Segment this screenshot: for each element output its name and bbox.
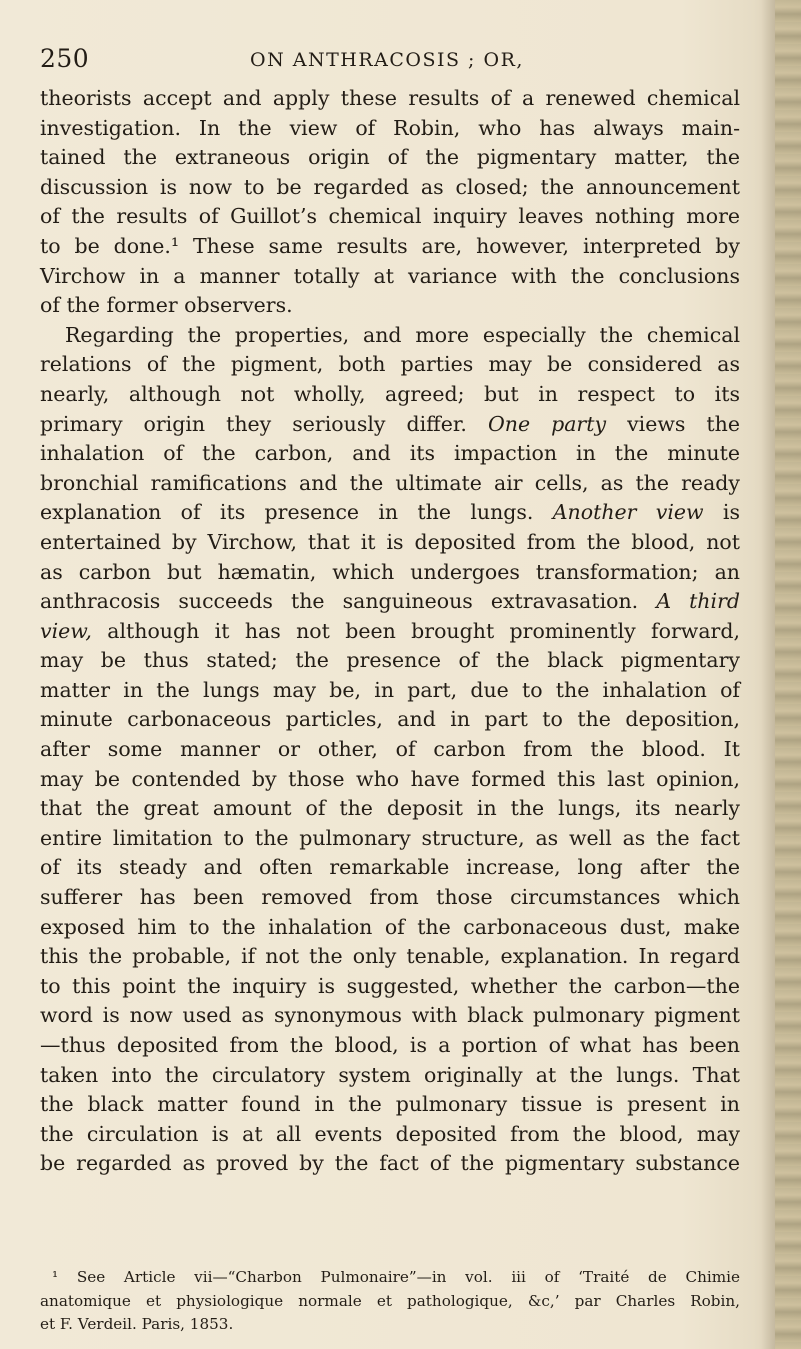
text-line: the circulation is at all events deposited from the blood, may (40, 1121, 740, 1146)
footnotes (40, 1266, 740, 1337)
text-line: explanation of its presence in the lungs. Another view is (40, 500, 740, 525)
text-line: Virchow in a manner totally at variance with the conclusions (40, 263, 740, 288)
text-line: discussion is now to be regarded as closed; the announcement (40, 174, 740, 199)
footnote-line: anatomique et physiologique normale et pathologique, &c,’ par Charles Robin, (40, 1291, 740, 1310)
text-line: to this point the inquiry is suggested, whether the carbon—the (40, 973, 740, 998)
text-line: the black matter found in the pulmonary tissue is present in (40, 1092, 740, 1117)
text-line: —thus deposited from the blood, is a portion of what has been (40, 1033, 740, 1057)
text-line: may be thus stated; the presence of the black pigmentary (40, 648, 740, 673)
text-line: bronchial ramifications and the ultimate air cells, as the ready (40, 470, 740, 495)
italic-phrase: Another view (552, 500, 704, 525)
binding-shadow (761, 0, 775, 1349)
text-line: taken into the circulatory system originally at the lungs. That (40, 1062, 740, 1087)
text-line: to be done.¹ These same results are, however, interpreted by (40, 233, 740, 258)
text-line: may be contended by those who have formed this last opinion, (40, 766, 740, 791)
text-line: tained the extraneous origin of the pigmentary matter, the (40, 145, 740, 170)
text-line: as carbon but hæmatin, which undergoes transformation; an (40, 559, 740, 584)
italic-phrase: A third (656, 589, 740, 614)
page-header (40, 44, 720, 84)
running-head: ON ANTHRACOSIS ; OR, (250, 49, 524, 71)
text-line: theorists accept and apply these results of a renewed chemical (40, 86, 740, 110)
italic-phrase: One party (487, 411, 607, 436)
text-line: relations of the pigment, both parties may be considered as (40, 352, 740, 377)
text-line: word is now used as synonymous with black pulmonary pigment (40, 1003, 740, 1028)
body-text (40, 84, 740, 1179)
text-line: primary origin they seriously differ. One party views the (40, 411, 740, 436)
text-line: of the results of Guillot’s chemical inquiry leaves nothing more (40, 204, 740, 229)
text-line: investigation. In the view of Robin, who has always main- (40, 115, 740, 140)
text-line: that the great amount of the deposit in the lungs, its nearly (40, 796, 740, 821)
page-number: 250 (40, 44, 90, 73)
text-line: exposed him to the inhalation of the carbonaceous dust, make (40, 914, 740, 939)
text-line: entire limitation to the pulmonary structure, as well as the fact (40, 825, 740, 850)
binding-edge (775, 0, 801, 1349)
italic-phrase: view, (40, 618, 92, 643)
text-line: minute carbonaceous particles, and in part to the deposition, (40, 707, 740, 732)
text-line: anthracosis succeeds the sanguineous extravasation. A third (40, 589, 740, 614)
text-line: sufferer has been removed from those circumstances which (40, 885, 740, 910)
text-line: be regarded as proved by the fact of the pigmentary substance (40, 1151, 740, 1176)
text-line: of the former observers. (40, 293, 293, 318)
text-line: view, although it has not been brought prominently forward, (40, 618, 740, 643)
text-line: Regarding the properties, and more especially the chemical (65, 322, 740, 347)
text-line: this the probable, if not the only tenable, explanation. In regard (40, 944, 740, 969)
text-line: matter in the lungs may be, in part, due to the inhalation of (40, 677, 740, 702)
footnote-line: ¹ See Article vii—“Charbon Pulmonaire”—in vol. iii of ‘Traité de Chimie (52, 1268, 740, 1286)
text-line: nearly, although not wholly, agreed; but in respect to its (40, 381, 740, 406)
text-line: inhalation of the carbon, and its impaction in the minute (40, 441, 740, 466)
text-line: after some manner or other, of carbon from the blood. It (40, 737, 740, 762)
text-line: of its steady and often remarkable increase, long after the (40, 855, 740, 880)
footnote-line: et F. Verdeil. Paris, 1853. (40, 1315, 234, 1333)
text-line: entertained by Virchow, that it is deposited from the blood, not (40, 529, 740, 554)
